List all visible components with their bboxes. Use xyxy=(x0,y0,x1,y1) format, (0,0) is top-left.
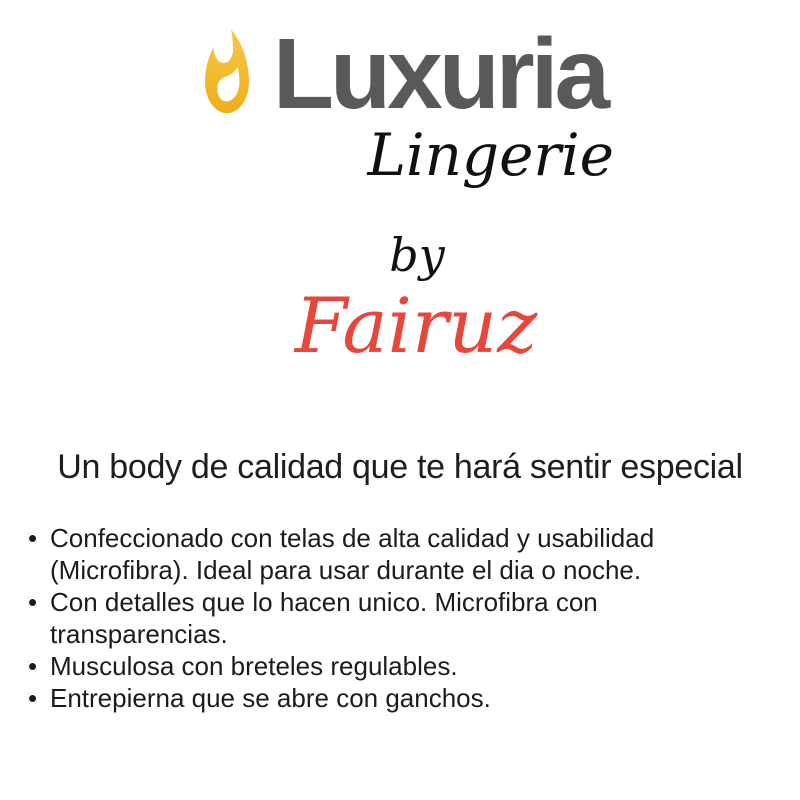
byline: by xyxy=(389,228,445,282)
flame-icon xyxy=(194,27,260,121)
brand-name: Luxuria xyxy=(272,18,607,130)
headline: Un body de calidad que te hará sentir especial xyxy=(57,448,743,486)
brand-subtitle: Lingerie xyxy=(367,121,614,189)
list-item: • Confeccionado con telas de alta calidad y usabilidad (Microfibra). Ideal para usar durante el dia o noche. xyxy=(50,522,772,586)
designer-name: Fairuz xyxy=(294,281,538,370)
bullet-list xyxy=(28,522,772,714)
list-item: • Con detalles que lo hacen unico. Microfibra con transparencias. xyxy=(50,586,772,650)
list-item: • Entrepierna que se abre con ganchos. xyxy=(50,682,772,714)
list-item: • Musculosa con breteles regulables. xyxy=(50,650,772,682)
brand-logo xyxy=(0,18,800,130)
